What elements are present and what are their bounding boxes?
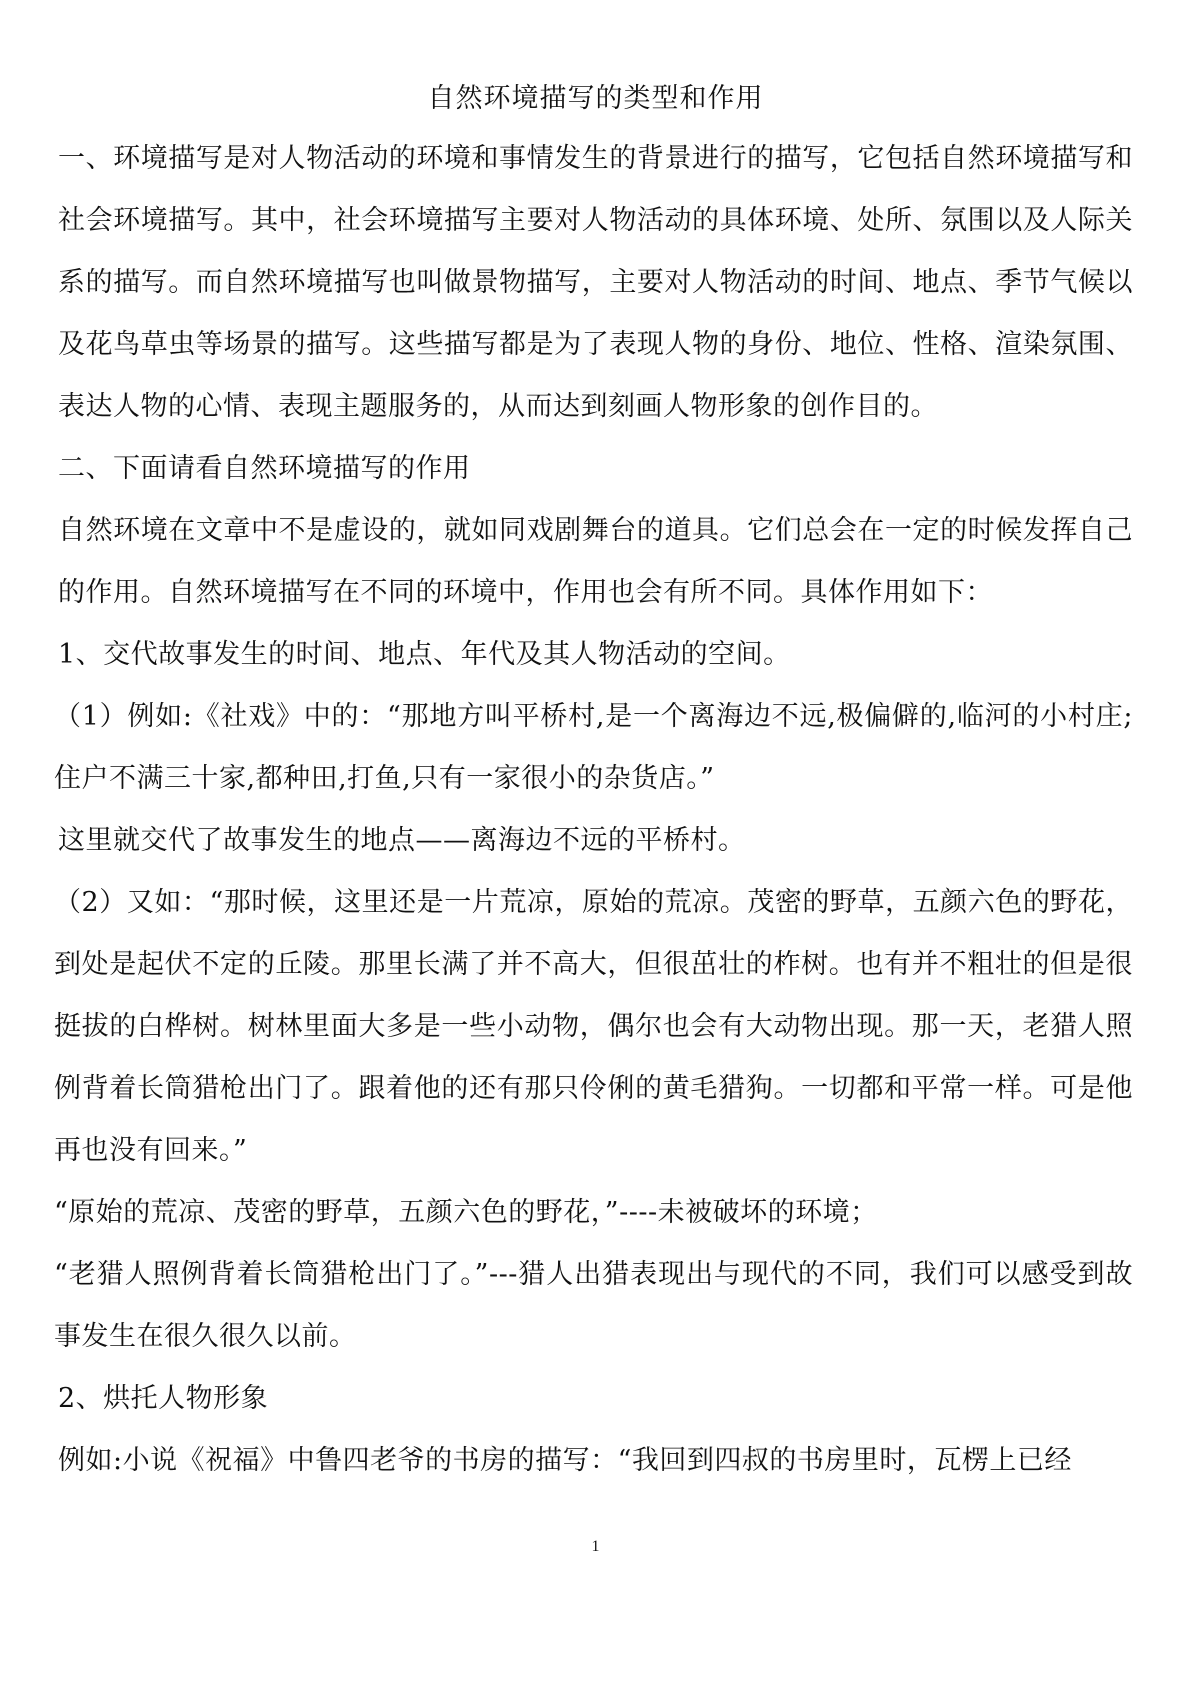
example-1-quote: （1）例如:《社戏》中的：“那地方叫平桥村,是一个离海边不远,极偏僻的,临河的小村庄;住户不满三十家,都种田,打鱼,只有一家很小的杂货店。” xyxy=(54,701,1133,794)
section-heading-functions: 二、下面请看自然环境描写的作用 xyxy=(58,453,471,484)
list-item-function-2: 2、烘托人物形象 xyxy=(58,1383,269,1414)
document-title: 自然环境描写的类型和作用 xyxy=(427,83,764,114)
page-number: 1 xyxy=(591,1538,600,1555)
example-1-explanation: 这里就交代了故事发生的地点——离海边不远的平桥村。 xyxy=(58,825,746,856)
paragraph-functions-intro: 自然环境在文章中不是虚设的，就如同戏剧舞台的道具。它们总会在一定的时候发挥自己的作用。自然环境描写在不同的环境中，作用也会有所不同。具体作用如下： xyxy=(58,515,1133,608)
example-2-analysis-1: “原始的荒凉、茂密的野草，五颜六色的野花，”----未被破坏的环境； xyxy=(54,1197,878,1228)
example-3-quote-start: 例如:小说《祝福》中鲁四老爷的书房的描写：“我回到四叔的书房里时，瓦楞上已经 xyxy=(58,1445,1072,1476)
example-2-quote: （2）又如：“那时候，这里还是一片荒凉，原始的荒凉。茂密的野草，五颜六色的野花，到处是起伏不定的丘陵。那里长满了并不高大，但很茁壮的柞树。也有并不粗壮的但是很挺拔的白桦树。树林里面大多是一些小动物，偶尔也会有大动物出现。那一天，老猎人照例背着长筒猎枪出门了。跟着他的还有那只伶俐的黄毛猎狗。一切都和平常一样。可是他再也没有回来。” xyxy=(54,887,1133,1166)
document-body xyxy=(54,70,1133,1492)
list-item-function-1: 1、交代故事发生的时间、地点、年代及其人物活动的空间。 xyxy=(58,639,791,670)
example-2-analysis-2: “老猎人照例背着长筒猎枪出门了。”---猎人出猎表现出与现代的不同，我们可以感受到故事发生在很久很久以前。 xyxy=(54,1259,1133,1352)
paragraph-environment-definition: 一、环境描写是对人物活动的环境和事情发生的背景进行的描写，它包括自然环境描写和社会环境描写。其中，社会环境描写主要对人物活动的具体环境、处所、氛围以及人际关系的描写。而自然环境描写也叫做景物描写，主要对人物活动的时间、地点、季节气候以及花鸟草虫等场景的描写。这些描写都是为了表现人物的身份、地位、性格、渲染氛围、表达人物的心情、表现主题服务的，从而达到刻画人物形象的创作目的。 xyxy=(58,143,1133,422)
